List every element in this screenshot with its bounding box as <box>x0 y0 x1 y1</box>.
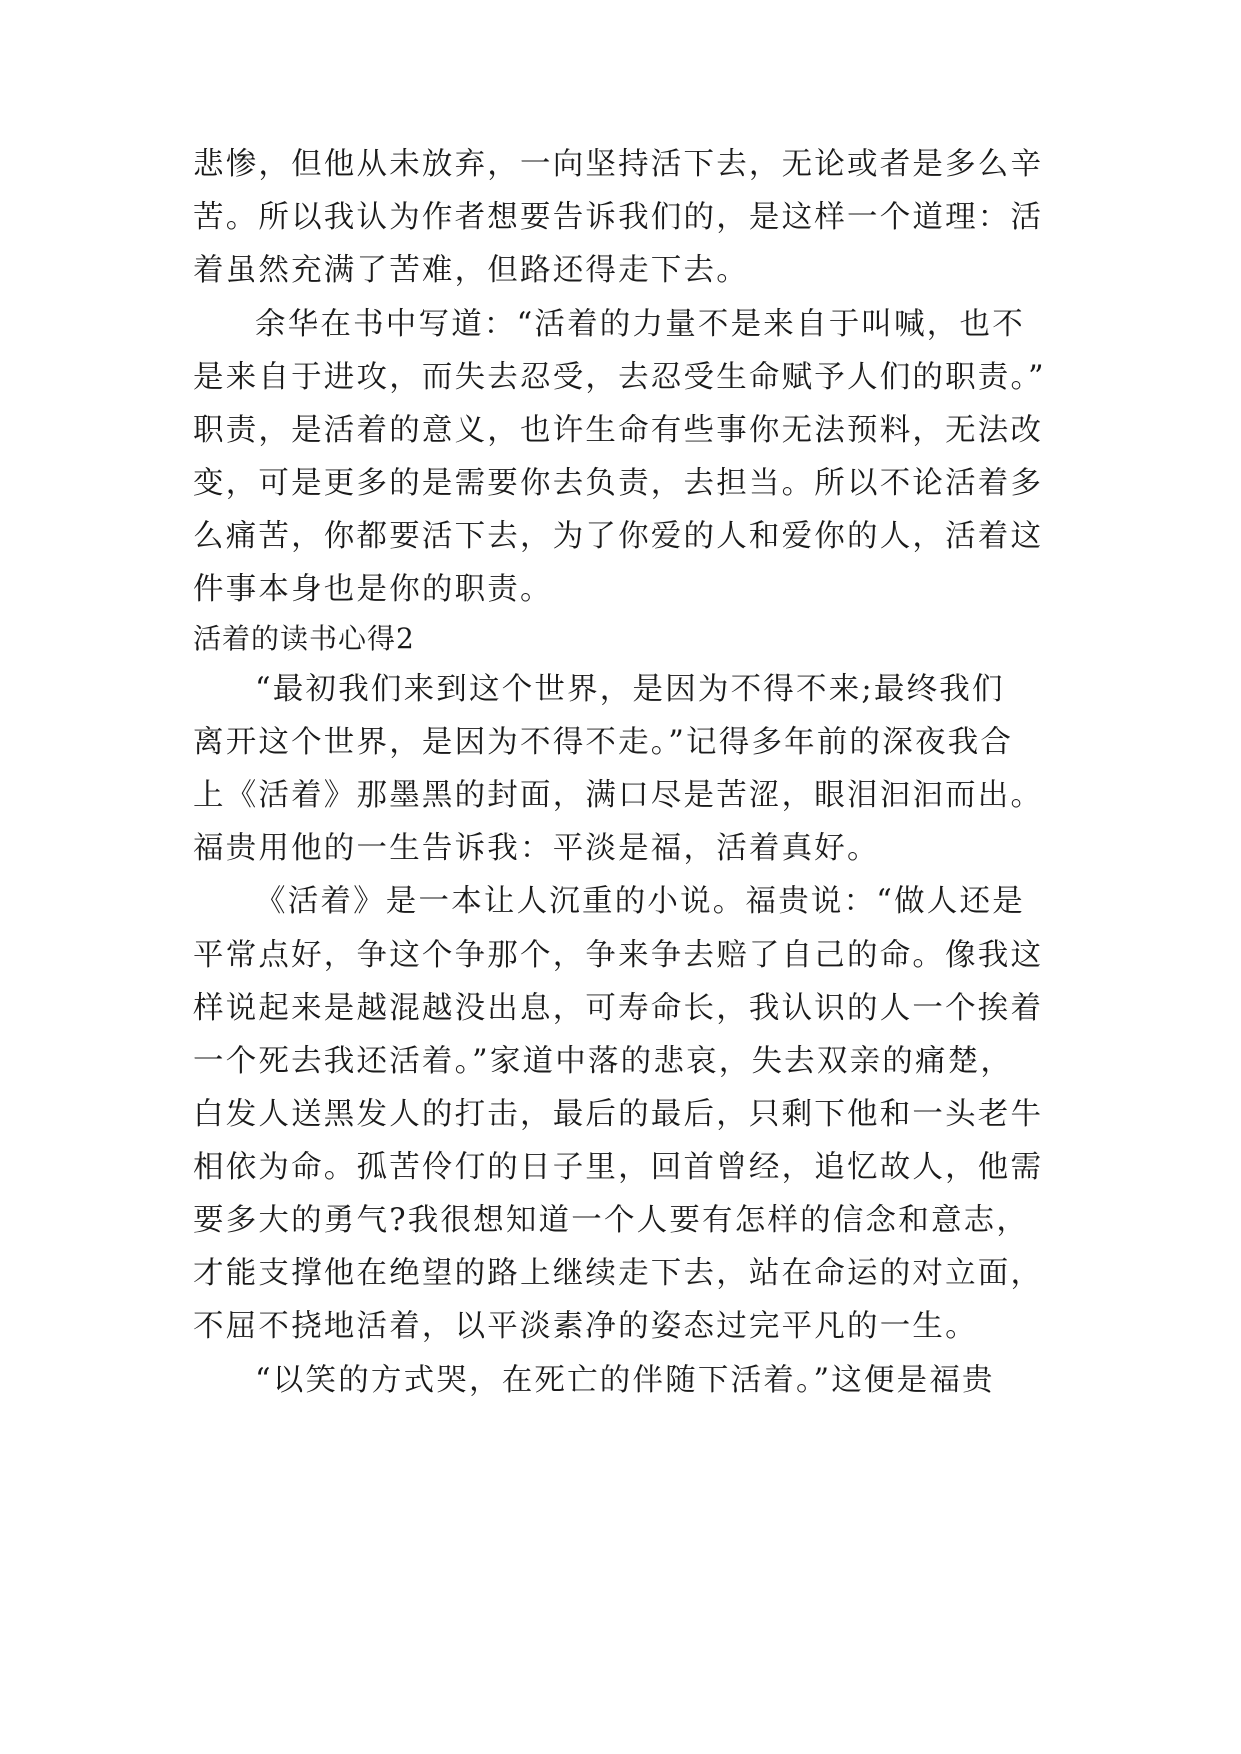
text-line: 变，可是更多的是需要你去负责，去担当。所以不论活着多 <box>193 466 1044 501</box>
text-line: 件事本身也是你的职责。 <box>193 572 553 607</box>
text-line: 悲惨，但他从未放弃，一向坚持活下去，无论或者是多么辛 <box>193 147 1044 182</box>
text-line: 着虽然充满了苦难，但路还得走下去。 <box>193 253 749 288</box>
text-line: 苦。所以我认为作者想要告诉我们的，是这样一个道理：活 <box>193 200 1044 235</box>
paragraph-first-line: “最初我们来到这个世界，是因为不得不来;最终我们 <box>255 672 1005 707</box>
text-line: 一个死去我还活着。”家道中落的悲哀，失去双亲的痛楚， <box>193 1044 1014 1079</box>
text-line: 么痛苦，你都要活下去，为了你爱的人和爱你的人，活着这 <box>193 519 1044 554</box>
text-line: 样说起来是越混越没出息，可寿命长，我认识的人一个挨着 <box>193 991 1044 1026</box>
text-line: 上《活着》那墨黑的封面，满口尽是苦涩，眼泪汩汩而出。 <box>193 778 1044 813</box>
text-line: 是来自于进攻，而失去忍受，去忍受生命赋予人们的职责。” <box>193 360 1046 395</box>
text-line: 福贵用他的一生告诉我：平淡是福，活着真好。 <box>193 831 880 866</box>
text-line: 离开这个世界，是因为不得不走。”记得多年前的深夜我合 <box>193 725 1014 760</box>
paragraph-first-line: “以笑的方式哭，在死亡的伴随下活着。”这便是福贵 <box>255 1363 995 1398</box>
paragraph-first-line: 余华在书中写道：“活着的力量不是来自于叫喊，也不 <box>255 307 1025 342</box>
text-line: 不屈不挠地活着，以平淡素净的姿态过完平凡的一生。 <box>193 1309 978 1344</box>
text-line: 要多大的勇气?我很想知道一个人要有怎样的信念和意志， <box>193 1203 1030 1238</box>
text-line: 白发人送黑发人的打击，最后的最后，只剩下他和一头老牛 <box>193 1097 1044 1132</box>
section-heading: 活着的读书心得2 <box>193 622 415 655</box>
paragraph-first-line: 《活着》是一本让人沉重的小说。福贵说：“做人还是 <box>255 884 1025 919</box>
text-line: 平常点好，争这个争那个，争来争去赔了自己的命。像我这 <box>193 938 1044 973</box>
text-line: 相依为命。孤苦伶仃的日子里，回首曾经，追忆故人，他需 <box>193 1150 1044 1185</box>
text-line: 职责，是活着的意义，也许生命有些事你无法预料，无法改 <box>193 413 1044 448</box>
text-line: 才能支撑他在绝望的路上继续走下去，站在命运的对立面， <box>193 1256 1044 1291</box>
